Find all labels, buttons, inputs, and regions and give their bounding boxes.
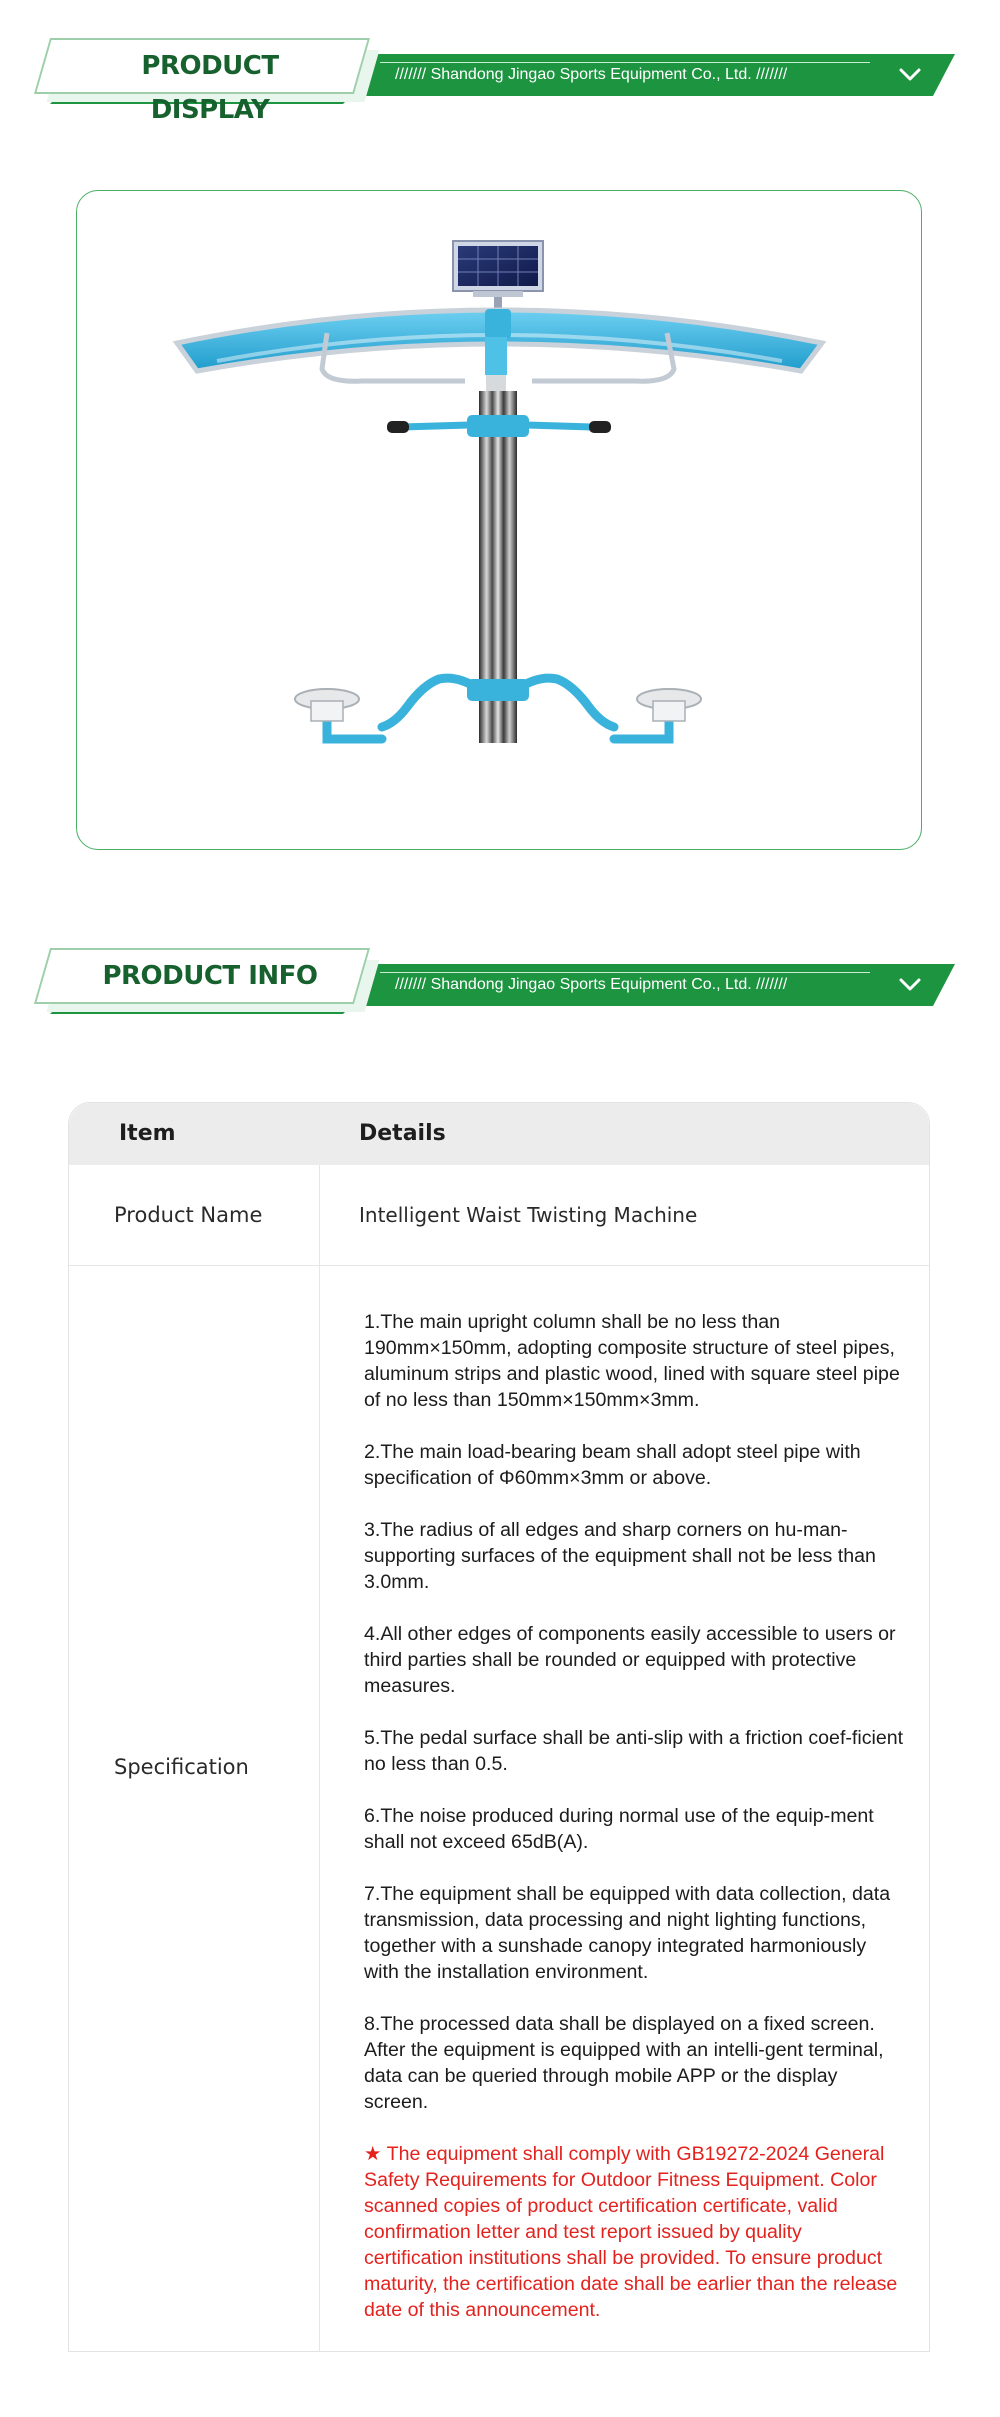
certification-note: ★ The equipment shall comply with GB19272-2024 General Safety Requirements for Outdoor Fitness Equipment. Color scanned copies of product certification certificate, valid confirmation letter and test report issued by quality certification institutions shall be provided. To ensure product maturity, the certification date shall be earlier than the release date of this announcement. bbox=[364, 2143, 898, 2321]
hand-grips bbox=[387, 415, 611, 437]
section-title: PRODUCT DISPLAY bbox=[141, 51, 279, 125]
spec-item: 5.The pedal surface shall be anti-slip with a friction coef-ficient no less than 0.5. bbox=[364, 1727, 904, 1775]
column-divider bbox=[319, 1165, 320, 2351]
spec-item: 7.The equipment shall be equipped with data collection, data transmission, data processing and night lighting functions, together with a sunshade canopy integrated harmoniously with the installation environment. bbox=[364, 1883, 891, 1983]
header-details: Details bbox=[359, 1121, 446, 1146]
product-info-table bbox=[68, 1102, 930, 2352]
chevron-down-icon[interactable] bbox=[895, 970, 925, 1000]
spec-item: 8.The processed data shall be displayed on a fixed screen. After the equipment is equipped with an intelli-gent terminal, data can be queried through mobile APP or the display screen. bbox=[364, 2013, 884, 2113]
specification-list bbox=[364, 1309, 904, 2349]
product-name-label: Product Name bbox=[114, 1203, 263, 1227]
spec-item: 2.The main load-bearing beam shall adopt steel pipe with specification of Φ60mm×3mm or above. bbox=[364, 1441, 861, 1489]
spec-item: 4.All other edges of components easily accessible to users or third parties shall be rounded or equipped with protective measures. bbox=[364, 1623, 896, 1697]
product-display-banner bbox=[0, 30, 1000, 130]
row-divider bbox=[69, 1265, 929, 1266]
product-name-value: Intelligent Waist Twisting Machine bbox=[359, 1203, 698, 1227]
header-item: Item bbox=[119, 1121, 176, 1146]
company-name: /////// Shandong Jingao Sports Equipment Co., Ltd. /////// bbox=[395, 66, 788, 83]
chevron-down-icon[interactable] bbox=[895, 60, 925, 90]
spec-item: 3.The radius of all edges and sharp corners on hu-man-supporting surfaces of the equipment shall not be less than 3.0mm. bbox=[364, 1519, 876, 1593]
spec-item: 6.The noise produced during normal use of the equip-ment shall not exceed 65dB(A). bbox=[364, 1805, 874, 1853]
company-name: /////// Shandong Jingao Sports Equipment Co., Ltd. /////// bbox=[395, 976, 788, 993]
product-info-banner bbox=[0, 940, 1000, 1040]
section-title: PRODUCT INFO bbox=[102, 961, 318, 991]
product-image-card bbox=[76, 190, 922, 850]
specification-label: Specification bbox=[114, 1755, 249, 1779]
solar-panel bbox=[453, 241, 543, 319]
spec-item: 1.The main upright column shall be no less than 190mm×150mm, adopting composite structure of steel pipes, aluminum strips and plastic wood, lined with square steel pipe of no less than 150mm×150mm×3mm. bbox=[364, 1311, 900, 1411]
table-header-row bbox=[69, 1103, 929, 1165]
product-illustration bbox=[77, 191, 922, 850]
